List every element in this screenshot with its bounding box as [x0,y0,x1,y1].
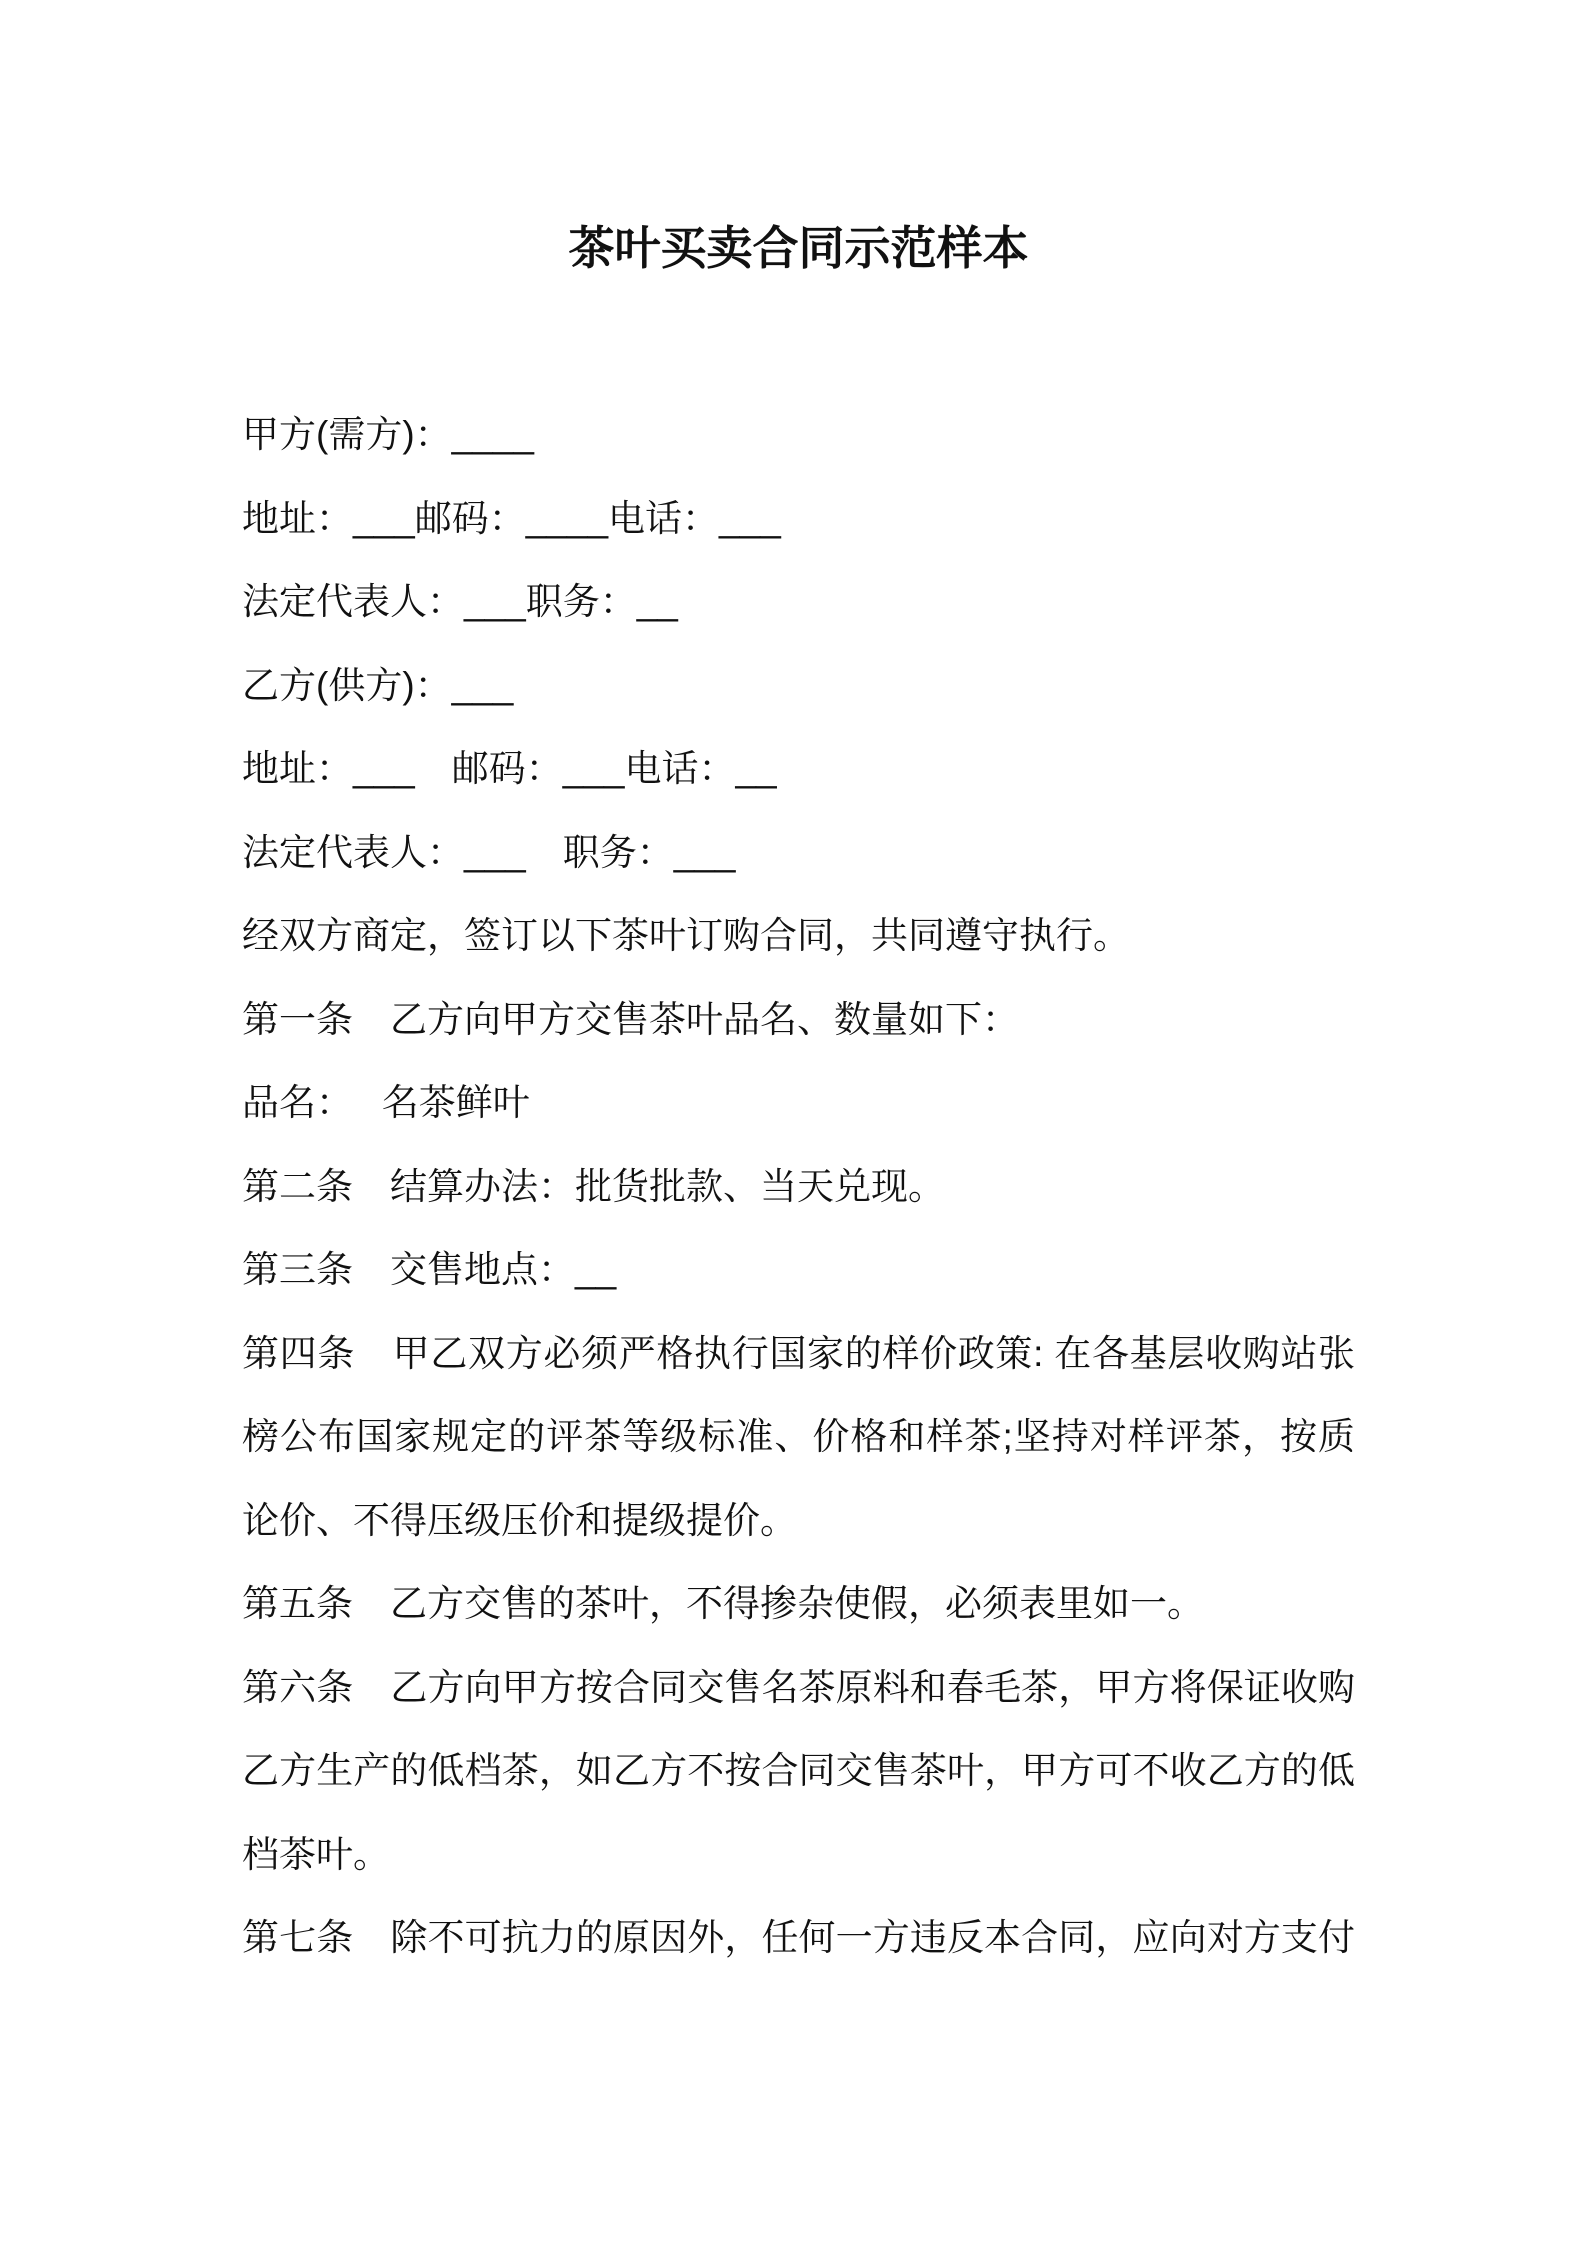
party-a-address-paragraph [242,477,1355,561]
article-6-paragraph [242,1646,1355,1897]
paragraph-line: 品名： 名茶鲜叶 [242,1082,530,1123]
paragraph-line: 第四条 甲乙双方必须严格执行国家的样价政策: 在各基层收购站张 [242,1332,1355,1374]
paragraph-line: 第六条 乙方向甲方按合同交售名茶原料和春毛茶，甲方将保证收购 [242,1666,1355,1708]
party-a-name-paragraph [242,393,1355,477]
article-4-paragraph [242,1312,1355,1563]
party-b-name-paragraph [242,644,1355,728]
party-b-address-paragraph [242,727,1355,811]
party-b-representative-paragraph [242,811,1355,895]
paragraph-line: 乙方(供方)：___ [242,664,514,706]
paragraph-line: 第三条 交售地点：__ [242,1249,617,1290]
paragraph-line: 档茶叶。 [242,1833,390,1875]
article-2-paragraph [242,1145,1355,1229]
article-1-paragraph [242,978,1355,1062]
article-3-paragraph [242,1228,1355,1312]
paragraph-line: 论价、不得压级压价和提级提价。 [242,1499,797,1541]
paragraph-line: 榜公布国家规定的评茶等级标准、价格和样茶;坚持对样评茶，按质 [242,1416,1355,1457]
paragraph-line: 第二条 结算办法：批货批款、当天兑现。 [242,1165,945,1207]
paragraph-line: 第七条 除不可抗力的原因外，任何一方违反本合同，应向对方支付 [242,1917,1355,1958]
paragraph-line: 甲方(需方)：____ [242,414,534,455]
paragraph-line: 乙方生产的低档茶，如乙方不按合同交售茶叶，甲方可不收乙方的低 [242,1750,1355,1791]
paragraph-line: 法定代表人：___ 职务：___ [242,831,736,873]
party-a-representative-paragraph [242,560,1355,644]
paragraph-line: 地址：___邮码：____电话：___ [242,497,781,539]
document-title: 茶叶买卖合同示范样本 [568,222,1029,274]
paragraph-line: 经双方商定，签订以下茶叶订购合同，共同遵守执行。 [242,915,1130,956]
document-body [242,393,1355,1980]
preamble-paragraph [242,894,1355,978]
article-7-paragraph [242,1896,1355,1980]
paragraph-line: 第五条 乙方交售的茶叶，不得掺杂使假，必须表里如一。 [242,1583,1204,1624]
product-name-paragraph [242,1061,1355,1145]
paragraph-line: 第一条 乙方向甲方交售茶叶品名、数量如下： [242,998,1019,1040]
paragraph-line: 地址：___ 邮码：___电话：__ [242,748,777,789]
paragraph-line: 法定代表人：___职务：__ [242,581,678,622]
article-5-paragraph [242,1562,1355,1646]
